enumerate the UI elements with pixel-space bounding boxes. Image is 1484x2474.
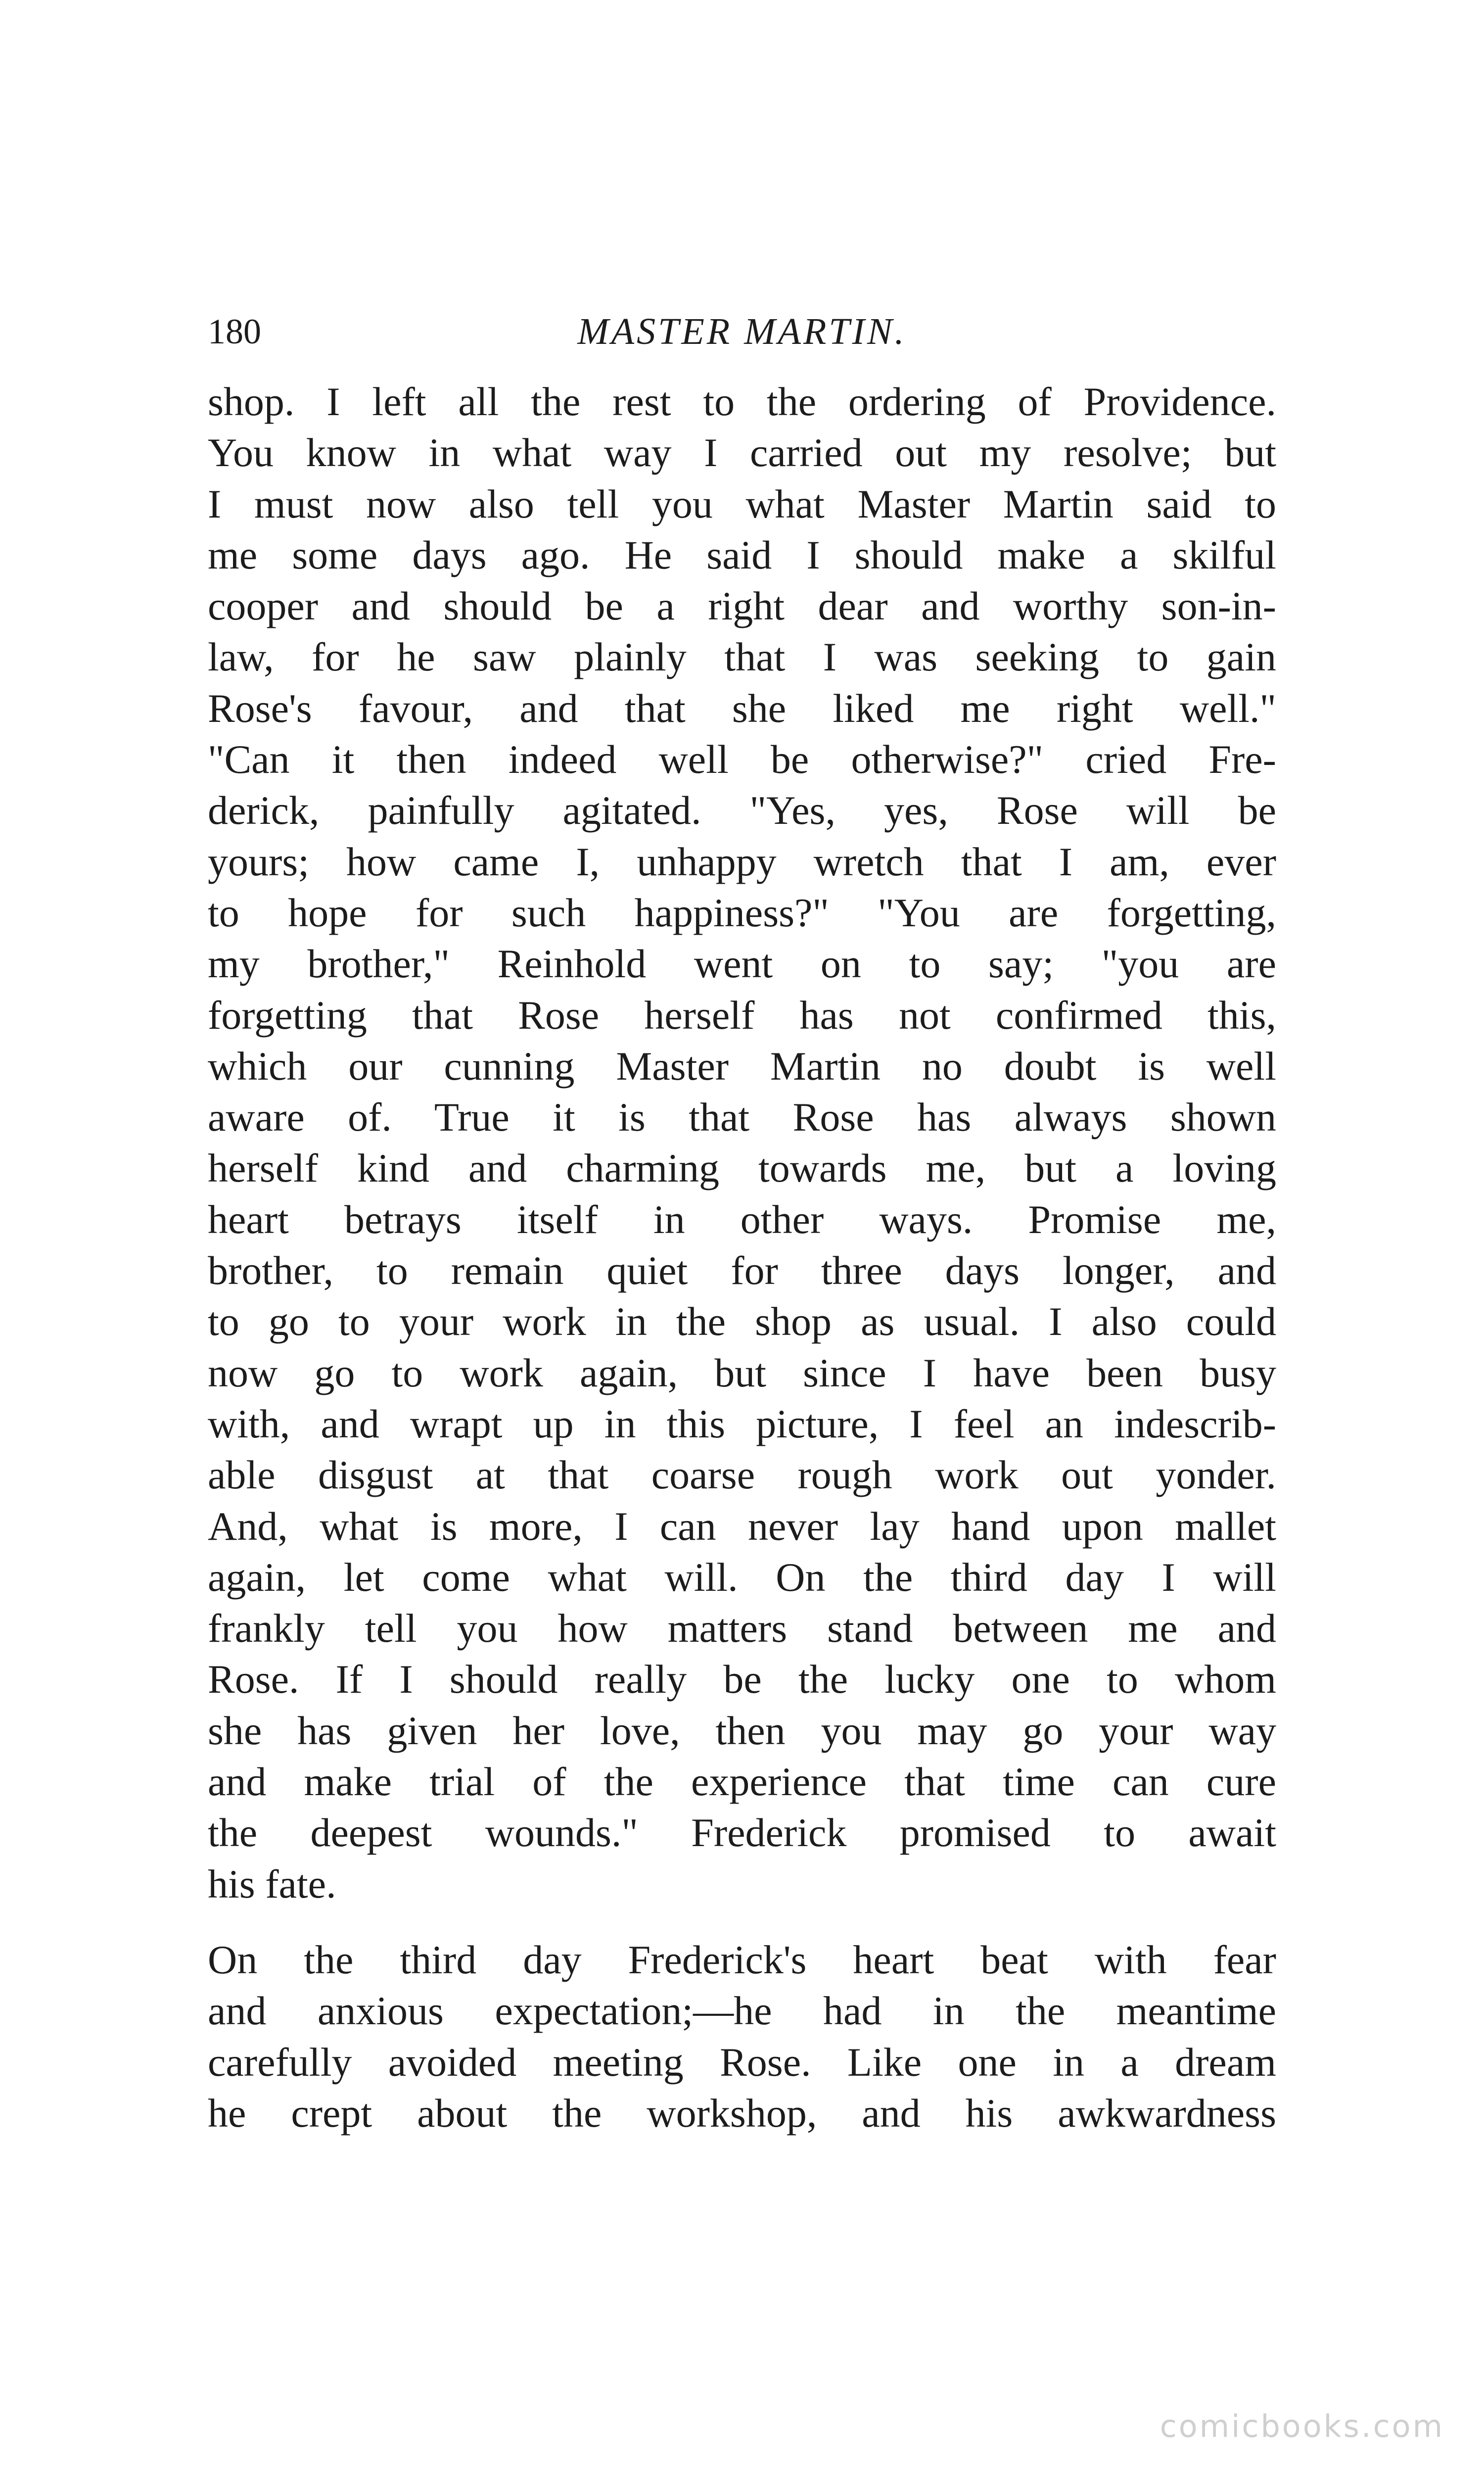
text-line: his fate. [208, 1861, 336, 1906]
text-line: again, let come what will. On the third day I will [208, 1554, 1276, 1600]
text-line: cooper and should be a right dear and worthy son-in- [208, 583, 1276, 629]
running-head [208, 304, 1276, 359]
text-line: On the third day Frederick's heart beat with fear [208, 1937, 1276, 1982]
text-line: aware of. True it is that Rose has always shown [208, 1094, 1276, 1140]
text-line: to hope for such happiness?" "You are forgetting, [208, 890, 1276, 935]
text-line: the deepest wounds." Frederick promised to await [208, 1810, 1276, 1856]
text-line: Rose's favour, and that she liked me right well." [208, 685, 1276, 731]
text-line: he crept about the workshop, and his awkwardness [208, 2090, 1276, 2136]
text-line: And, what is more, I can never lay hand upon mallet [208, 1503, 1276, 1549]
text-line: brother, to remain quiet for three days longer, and [208, 1248, 1276, 1293]
text-line: derick, painfully agitated. "Yes, yes, Rose will be [208, 788, 1276, 833]
text-line: able disgust at that coarse rough work out yonder. [208, 1452, 1276, 1498]
text-line: Rose. If I should really be the lucky one to whom [208, 1657, 1276, 1702]
text-line: frankly tell you how matters stand between me and [208, 1606, 1276, 1651]
text-line: she has given her love, then you may go your way [208, 1708, 1276, 1753]
text-line: You know in what way I carried out my resolve; but [208, 430, 1276, 476]
text-line: which our cunning Master Martin no doubt is well [208, 1043, 1276, 1089]
text-line: herself kind and charming towards me, but a loving [208, 1145, 1276, 1191]
paragraph [208, 376, 1276, 1909]
text-line: and make trial of the experience that time can cure [208, 1759, 1276, 1805]
body-text [208, 376, 1276, 2139]
text-line: forgetting that Rose herself has not confirmed this, [208, 992, 1276, 1038]
text-line: my brother," Reinhold went on to say; "you are [208, 941, 1276, 987]
text-line: with, and wrapt up in this picture, I feel an indescrib- [208, 1401, 1276, 1446]
text-line: to go to your work in the shop as usual. I also could [208, 1299, 1276, 1344]
text-line: carefully avoided meeting Rose. Like one in a dream [208, 2039, 1276, 2085]
watermark: comicbooks.com [1159, 2408, 1444, 2444]
text-line: me some days ago. He said I should make a skilful [208, 532, 1276, 577]
text-line: shop. I left all the rest to the ordering of Providence. [208, 379, 1276, 424]
running-title: MASTER MARTIN. [577, 311, 907, 352]
text-line: law, for he saw plainly that I was seeking to gain [208, 634, 1276, 680]
text-line: yours; how came I, unhappy wretch that I am, ever [208, 839, 1276, 884]
text-line: I must now also tell you what Master Martin said to [208, 481, 1276, 526]
text-line: "Can it then indeed well be otherwise?" cried Fre- [208, 737, 1276, 782]
text-line: now go to work again, but since I have been busy [208, 1350, 1276, 1395]
text-line: and anxious expectation;—he had in the meantime [208, 1988, 1276, 2034]
paragraph [208, 1934, 1276, 2139]
page-number: 180 [208, 312, 261, 351]
text-line: heart betrays itself in other ways. Promise me, [208, 1196, 1276, 1242]
